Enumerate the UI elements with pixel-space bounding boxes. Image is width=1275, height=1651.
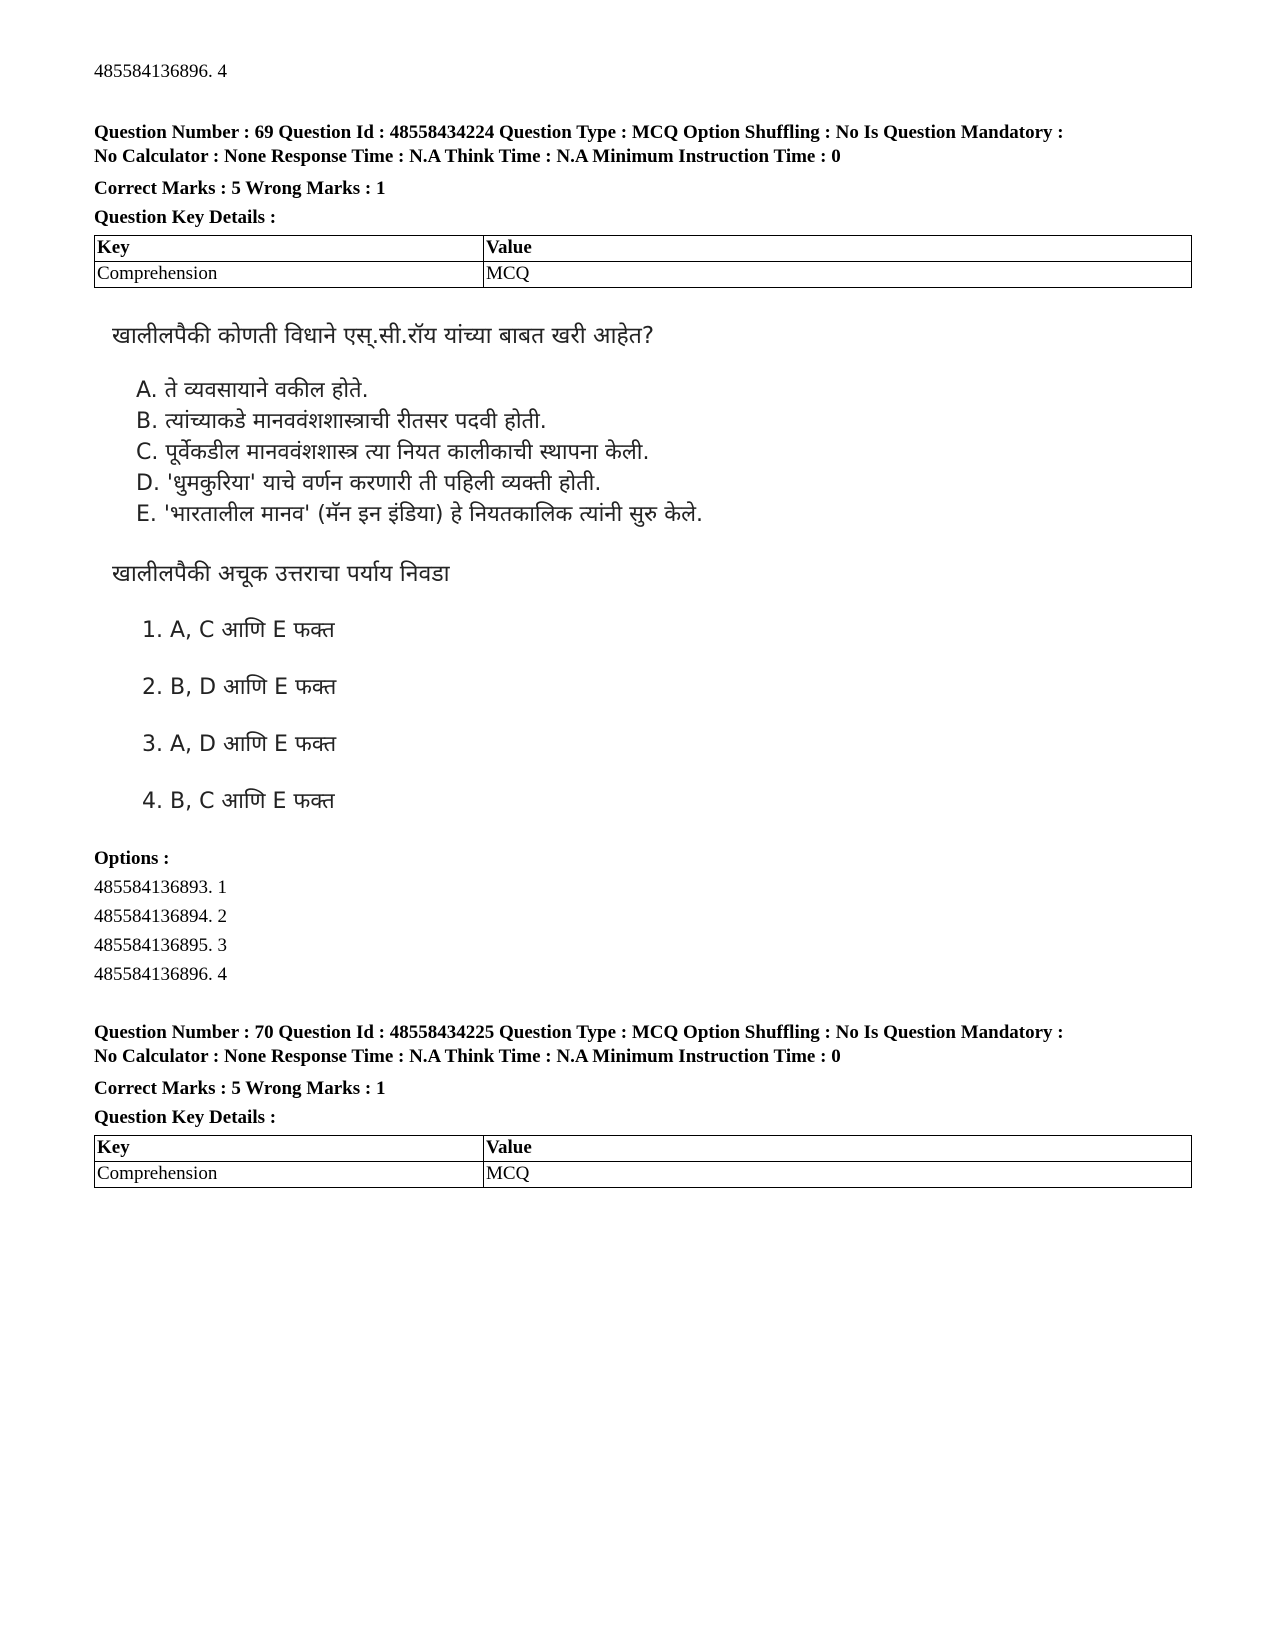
option-item: 485584136895. 3 bbox=[94, 935, 227, 956]
statement-b: B. त्यांच्याकडे मानववंशशास्त्राची रीतसर पदवी होती. bbox=[136, 409, 547, 434]
q70-header-line2: No Calculator : None Response Time : N.A Think Time : N.A Minimum Instruction Time : 0 bbox=[94, 1046, 841, 1067]
key-cell: Comprehension bbox=[95, 262, 484, 288]
q70-header bbox=[94, 1021, 1194, 1069]
statement-c: C. पूर्वेकडील मानववंशशास्त्र त्या नियत कालीकाची स्थापना केली. bbox=[136, 440, 650, 465]
q69-header-line1: Question Number : 69 Question Id : 48558434224 Question Type : MCQ Option Shuffling : No Is Question Mandatory : bbox=[94, 122, 1064, 143]
table-row bbox=[95, 262, 1192, 288]
q69-options-label: Options : bbox=[94, 848, 170, 869]
q69-marks: Correct Marks : 5 Wrong Marks : 1 bbox=[94, 178, 386, 199]
previous-answer: 485584136896. 4 bbox=[94, 61, 227, 82]
table-row bbox=[95, 1136, 1192, 1162]
q70-key-details-label: Question Key Details : bbox=[94, 1107, 277, 1128]
option-item: 485584136893. 1 bbox=[94, 877, 227, 898]
q70-header-line1: Question Number : 70 Question Id : 48558434225 Question Type : MCQ Option Shuffling : No Is Question Mandatory : bbox=[94, 1022, 1064, 1043]
choice-3: 3. A, D आणि E फक्त bbox=[142, 732, 337, 757]
key-cell: Comprehension bbox=[95, 1162, 484, 1188]
statement-a: A. ते व्यवसायाने वकील होते. bbox=[136, 378, 369, 403]
value-cell: MCQ bbox=[484, 1162, 1192, 1188]
option-item: 485584136896. 4 bbox=[94, 964, 227, 985]
question-stem: खालीलपैकी कोणती विधाने एस्.सी.रॉय यांच्या बाबत खरी आहेत? bbox=[112, 323, 655, 349]
value-header: Value bbox=[484, 236, 1192, 262]
value-cell: MCQ bbox=[484, 262, 1192, 288]
q70-key-table bbox=[94, 1135, 1192, 1188]
key-header: Key bbox=[95, 236, 484, 262]
choice-1: 1. A, C आणि E फक्त bbox=[142, 618, 335, 643]
choice-4: 4. B, C आणि E फक्त bbox=[142, 789, 335, 814]
q69-header bbox=[94, 121, 1194, 169]
table-row bbox=[95, 236, 1192, 262]
q69-key-table bbox=[94, 235, 1192, 288]
q69-header-line2: No Calculator : None Response Time : N.A Think Time : N.A Minimum Instruction Time : 0 bbox=[94, 146, 841, 167]
choice-2: 2. B, D आणि E फक्त bbox=[142, 675, 337, 700]
key-header: Key bbox=[95, 1136, 484, 1162]
table-row bbox=[95, 1162, 1192, 1188]
statement-d: D. 'धुमकुरिया' याचे वर्णन करणारी ती पहिली व्यक्ती होती. bbox=[136, 471, 602, 496]
q69-key-details-label: Question Key Details : bbox=[94, 207, 277, 228]
value-header: Value bbox=[484, 1136, 1192, 1162]
question-instruction: खालीलपैकी अचूक उत्तराचा पर्याय निवडा bbox=[112, 561, 450, 587]
q70-marks: Correct Marks : 5 Wrong Marks : 1 bbox=[94, 1078, 386, 1099]
option-item: 485584136894. 2 bbox=[94, 906, 227, 927]
statement-e: E. 'भारतालील मानव' (मॅन इन इंडिया) हे नियतकालिक त्यांनी सुरु केले. bbox=[136, 502, 703, 527]
q69-question-image bbox=[112, 318, 812, 838]
